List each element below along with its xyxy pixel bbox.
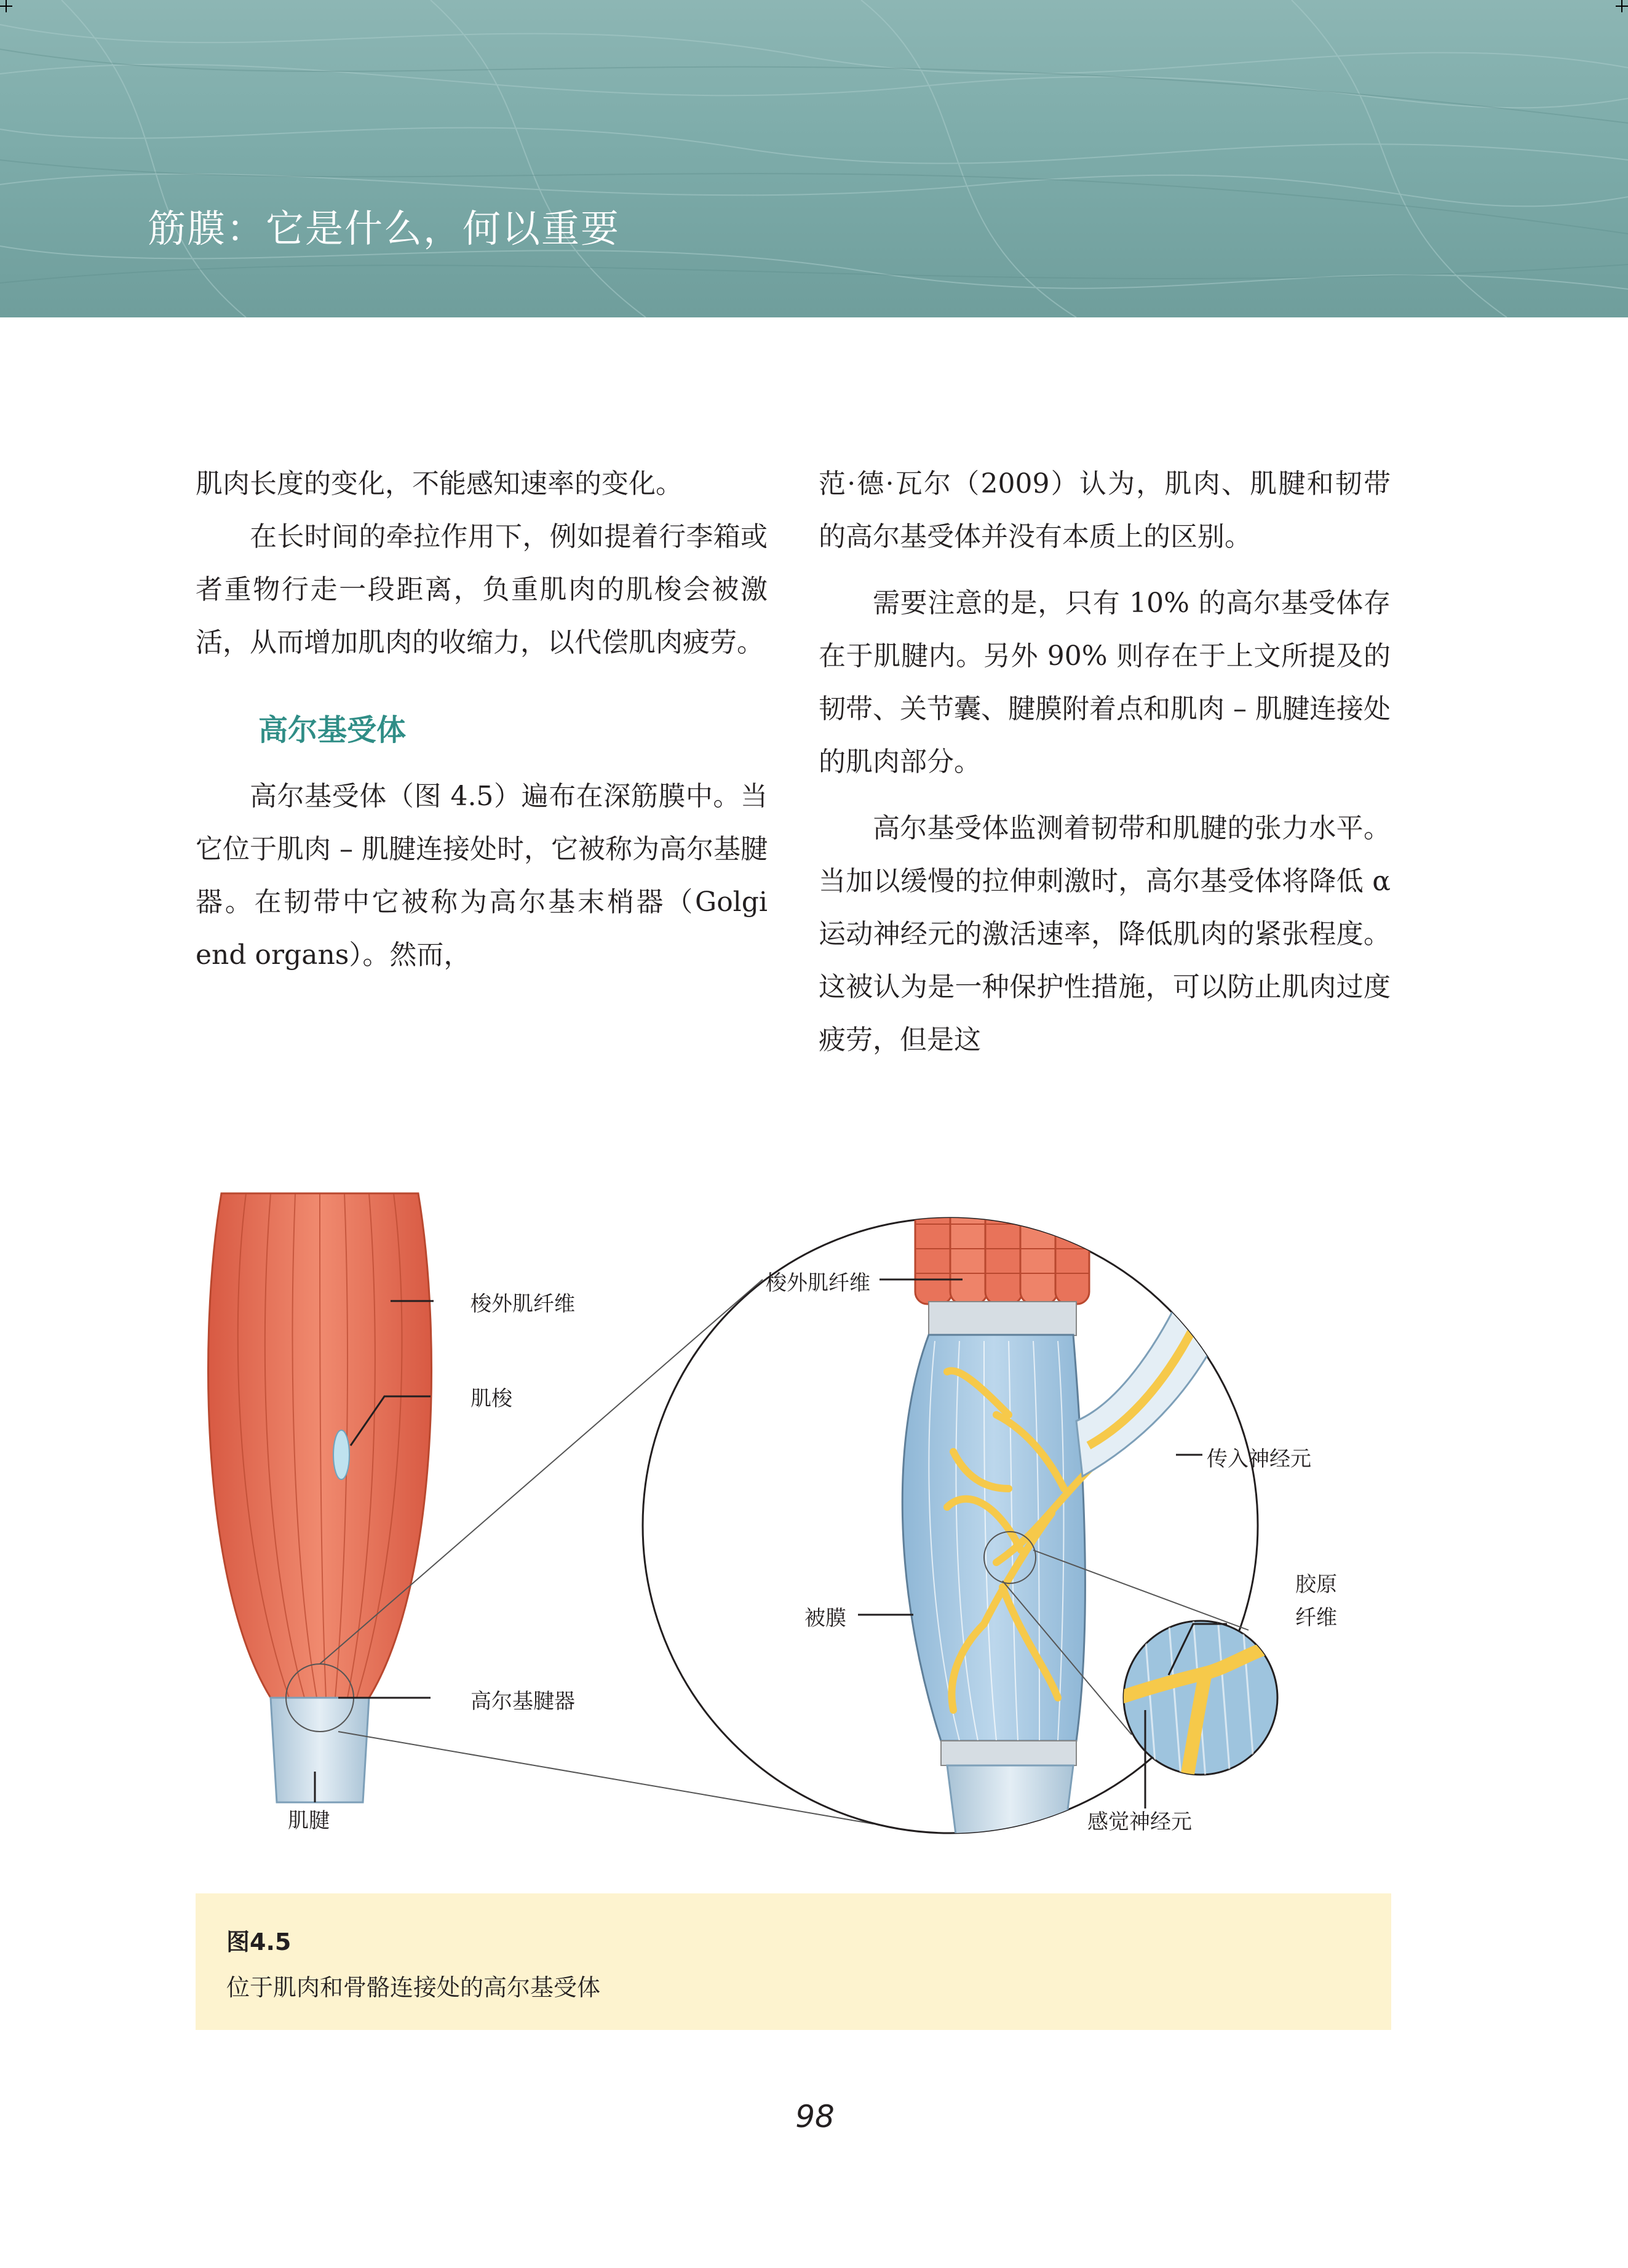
section-heading: 高尔基受体 (258, 713, 407, 747)
label-golgi-tendon-organ: 高尔基腱器 (471, 1689, 575, 1714)
label-extrafusal-left: 梭外肌纤维 (471, 1292, 575, 1316)
label-collagen-1: 胶原 (1295, 1572, 1337, 1597)
label-tendon: 肌腱 (288, 1808, 330, 1833)
left-paragraph-2: 在长时间的牵拉作用下，例如提着行李箱或者重物行走一段距离，负重肌肉的肌梭会被激活，从而增加肌肉的收缩力，以代偿肌肉疲劳。 (196, 521, 768, 658)
figure-caption-text: 位于肌肉和骨骼连接处的高尔基受体 (226, 1974, 601, 2001)
left-paragraph-1: 肌肉长度的变化，不能感知速率的变化。 (196, 468, 683, 499)
left-text-column (196, 458, 768, 982)
fabric-texture (0, 0, 1628, 317)
crop-mark-left (0, 0, 21, 21)
label-muscle-spindle: 肌梭 (471, 1387, 512, 1411)
golgi-receptor-figure (185, 1156, 1415, 1882)
page-number: 98 (795, 2099, 835, 2135)
right-paragraph-2: 需要注意的是，只有 10% 的高尔基受体存在于肌腱内。另外 90% 则存在于上文所提及的韧带、关节囊、腱膜附着点和肌肉 – 肌腱连接处的肌肉部分。 (819, 587, 1391, 778)
extrafusal-fibres-right (915, 1193, 1089, 1304)
chapter-header-band (0, 0, 1628, 317)
figure-number: 图4.5 (226, 1928, 292, 1956)
right-paragraph-3: 高尔基受体监测着韧带和肌腱的张力水平。当加以缓慢的拉伸刺激时，高尔基受体将降低 α 运动神经元的激活速率，降低肌肉的紧张程度。这被认为是一种保护性措施，可以防止肌肉过度疲劳，但是这 (819, 813, 1391, 1056)
figure-caption-box (196, 1893, 1391, 2030)
label-sensory-neuron: 感觉神经元 (1087, 1810, 1192, 1834)
right-paragraph-1: 范·德·瓦尔（2009）认为，肌肉、肌腱和韧带的高尔基受体并没有本质上的区别。 (819, 468, 1391, 552)
muscle-spindle-shape (333, 1430, 349, 1479)
right-text-column (819, 458, 1391, 1067)
muscle-belly (208, 1193, 432, 1698)
label-extrafusal-right: 梭外肌纤维 (766, 1271, 870, 1295)
crop-mark-right (1607, 0, 1628, 21)
figure-illustration (185, 1156, 1415, 1882)
label-afferent-neuron: 传入神经元 (1207, 1447, 1311, 1471)
left-paragraph-3: 高尔基受体（图 4.5）遍布在深筋膜中。当它位于肌肉 – 肌腱连接处时，它被称为高尔基腱器。在韧带中它被称为高尔基末梢器（Golgi end organs）。然而， (196, 781, 768, 971)
label-capsule: 被膜 (804, 1606, 846, 1631)
chapter-title: 筋膜：它是什么，何以重要 (148, 206, 621, 251)
label-collagen-2: 纤维 (1295, 1606, 1337, 1630)
